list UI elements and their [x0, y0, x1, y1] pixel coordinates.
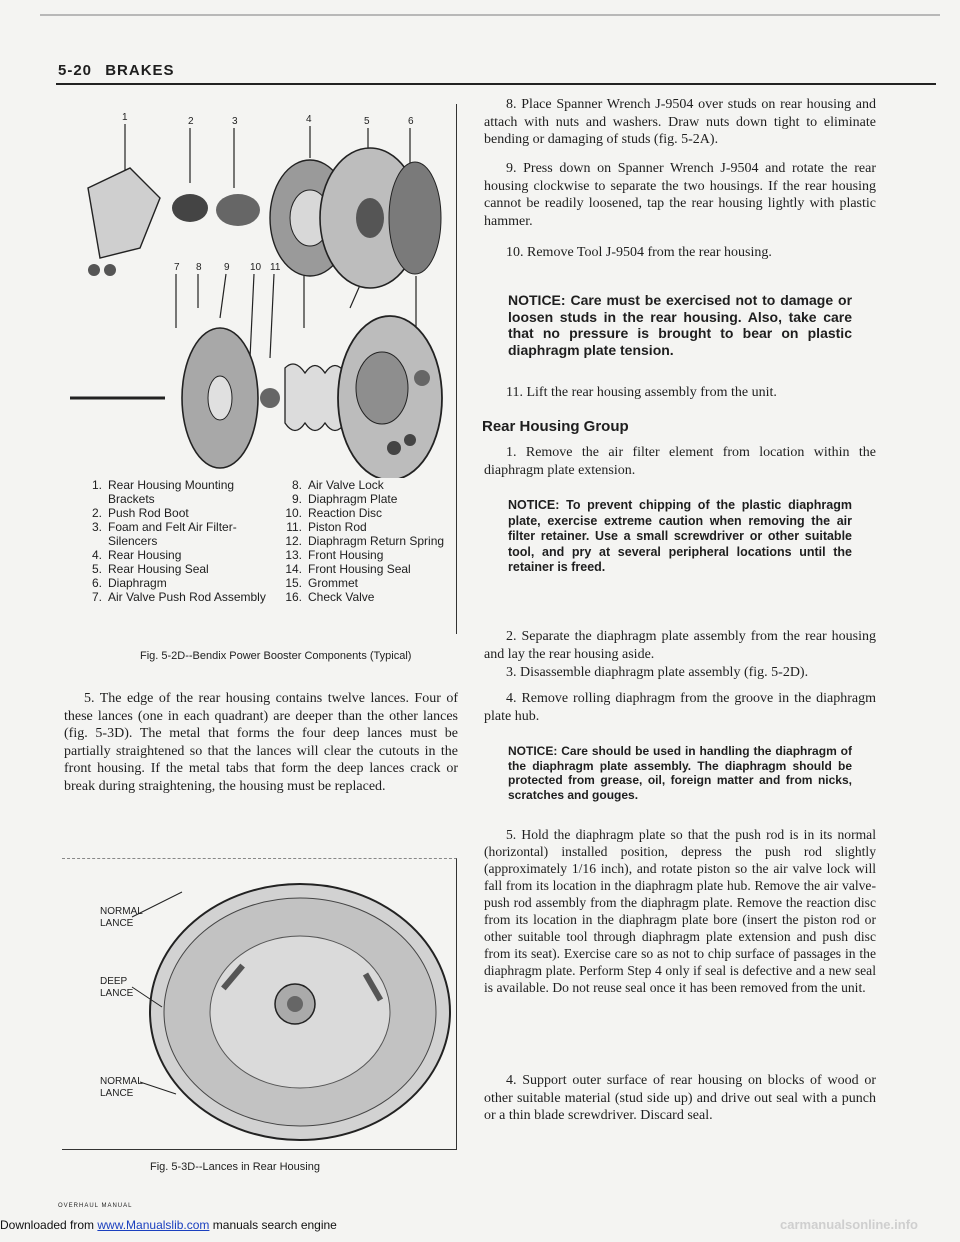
legend-number: 14. [285, 562, 302, 576]
top-rule [40, 14, 940, 16]
legend-number: 12. [285, 534, 302, 548]
legend-number: 7. [91, 590, 102, 604]
callout-4: 4 [306, 114, 312, 125]
legend-item [78, 548, 278, 562]
legend-item [78, 520, 278, 548]
legend-number: 16. [285, 590, 302, 604]
group-step-3: 3. Disassemble diaphragm plate assembly (fig. 5-2D). [506, 665, 809, 680]
legend-number: 5. [91, 562, 102, 576]
legend-item [278, 590, 456, 604]
legend-number: 8. [291, 478, 302, 492]
legend-text: Foam and Felt Air Filter-Silencers [108, 520, 237, 548]
group-step-2: 2. Separate the diaphragm plate assembly from the rear housing and lay the rear housing aside. [484, 629, 876, 662]
seal-step-4: 4. Support outer surface of rear housing on blocks of wood or other suitable material (stud side up) and drive out seal with a punch or a thin blade screwdriver. Discard seal. [484, 1073, 876, 1123]
legend-text: Reaction Disc [308, 506, 383, 520]
notice-label: NOTICE: [508, 744, 558, 758]
legend-text: Diaphragm Return Spring [308, 534, 445, 548]
legend-text: Front Housing Seal [308, 562, 411, 576]
legend-column-1 [78, 478, 278, 604]
page-header [58, 62, 175, 79]
legend-text: Diaphragm [108, 576, 167, 590]
notice-text: To prevent chipping of the plastic diaphragm plate, exercise extreme caution when removing the air filter retainer. Use a small screwdriver or other suitable tool, and pry at several peripheral locations until the retainer is freed. [508, 498, 852, 574]
figure-caption: Fig. 5-2D--Bendix Power Booster Components (Typical) [140, 650, 412, 662]
legend-text: Grommet [308, 576, 359, 590]
legend-item [278, 506, 456, 520]
legend-text: Front Housing [308, 548, 384, 562]
section-title: BRAKES [105, 62, 175, 79]
legend-item [78, 590, 278, 604]
legend-text: Check Valve [308, 590, 375, 604]
body-paragraph: 5. The edge of the rear housing contains twelve lances. Four of these lances (one in each quadrant) are deeper than the other lances (fig. 5-3D). The metal that forms the four deep lances must be partially straightened so that the lances will clear the cutouts in the front housing. If the metal tabs that form the deep lances crack or break during straightening, the housing must be replaced. [64, 691, 458, 794]
legend-number: 3. [91, 520, 102, 534]
notice-diaphragm [508, 744, 852, 802]
section-subheading: Rear Housing Group [482, 418, 629, 435]
header-rule [56, 83, 936, 85]
footer-prefix: Downloaded from [0, 1218, 98, 1232]
legend-number: 6. [91, 576, 102, 590]
callout-10: 10 [250, 262, 262, 273]
lance-label: DEEP LANCE [100, 976, 134, 999]
legend-text: Rear Housing Seal [108, 562, 209, 576]
legend-number: 2. [91, 506, 102, 520]
legend-number: 10. [285, 506, 302, 520]
figure-caption: Fig. 5-3D--Lances in Rear Housing [150, 1161, 320, 1173]
callout-6: 6 [408, 116, 414, 127]
callout-1: 1 [122, 112, 128, 123]
notice-label: NOTICE: [508, 498, 560, 512]
legend-item [78, 478, 278, 506]
booster-exploded-drawing [70, 108, 450, 478]
notice-studs [508, 292, 852, 358]
legend-text: Rear Housing [108, 548, 182, 562]
legend-number: 9. [291, 492, 302, 506]
notice-text: Care must be exercised not to damage or loosen studs in the rear housing. Also, take care that no pressure is brought to bear on plastic diaphragm plate tension. [508, 292, 853, 358]
step-8: 8. Place Spanner Wrench J-9504 over studs on rear housing and attach with nuts and washers. Draw nuts down tight to eliminate bending or damaging of studs (fig. 5-2A). [484, 97, 876, 147]
legend-text: Rear Housing Mounting Brackets [108, 478, 235, 506]
legend-number: 15. [285, 576, 302, 590]
legend-text: Piston Rod [308, 520, 367, 534]
page-number: 5-20 [58, 62, 93, 79]
step-11: 11. Lift the rear housing assembly from the unit. [506, 385, 777, 400]
watermark: carmanualsonline.info [780, 1217, 918, 1232]
callout-3: 3 [232, 116, 238, 127]
legend-item [78, 562, 278, 576]
step-10: 10. Remove Tool J-9504 from the rear housing. [506, 245, 772, 260]
lance-label: NORMAL LANCE [100, 906, 143, 929]
legend-item [78, 576, 278, 590]
legend-text: Diaphragm Plate [308, 492, 398, 506]
step-9: 9. Press down on Spanner Wrench J-9504 and rotate the rear housing clockwise to separate the two housings. If the rear housing cannot be readily loosened, tap the rear housing lightly with plastic hammer. [484, 161, 876, 229]
callout-7: 7 [174, 262, 180, 273]
group-step-4: 4. Remove rolling diaphragm from the groove in the diaphragm plate hub. [484, 691, 876, 724]
rear-housing-lances-drawing [70, 862, 454, 1144]
group-step-5: 5. Hold the diaphragm plate so that the push rod is in its normal (horizontal) installed position, depress the push rod slightly (approximately 1/16 inch), and rotate piston so the air valve lock will fall from its location in the diaphragm plate hub. Remove the air valve-push rod assembly from the diaphragm plate. Remove the reaction disc from its location in the diaphragm plate bore (insert the piston rod or other suitable tool through diaphragm plate extension and push disc from its seat). Exercise care so as not to chip surface of passages in the diaphragm plate. Perform Step 4 only if seal is defective and a new seal is available. Do not reuse seal once it has been removed from the unit. [484, 827, 876, 995]
legend-number: 4. [91, 548, 102, 562]
legend-text: Air Valve Lock [308, 478, 384, 492]
legend-item [78, 506, 278, 520]
legend-number: 1. [91, 478, 102, 492]
lance-label: NORMAL LANCE [100, 1076, 143, 1099]
notice-label: NOTICE: [508, 292, 566, 308]
download-footer [0, 1218, 337, 1232]
legend-item [278, 520, 456, 534]
legend-text: Air Valve Push Rod Assembly [108, 590, 266, 604]
legend-item [278, 492, 456, 506]
legend-item [278, 562, 456, 576]
callout-9: 9 [224, 262, 230, 273]
legend-number: 11. [286, 520, 302, 534]
legend-item [278, 534, 456, 548]
callout-5: 5 [364, 116, 370, 127]
callout-2: 2 [188, 116, 194, 127]
callout-11: 11 [270, 262, 281, 273]
legend-text: Push Rod Boot [108, 506, 189, 520]
notice-retainer [508, 498, 852, 576]
manualslib-link[interactable]: www.Manualslib.com [97, 1218, 210, 1232]
legend-item [278, 576, 456, 590]
footer-suffix: manuals search engine [209, 1218, 337, 1232]
manual-label: OVERHAUL MANUAL [58, 1203, 133, 1209]
legend-item [278, 548, 456, 562]
notice-text: Care should be used in handling the diaphragm of the diaphragm plate assembly. The diaphragm should be protected from grease, oil, foreign matter and from nicks, scratches and gouges. [508, 744, 852, 802]
legend-number: 13. [285, 548, 302, 562]
legend-column-2 [278, 478, 456, 604]
legend-item [278, 478, 456, 492]
group-step-1: 1. Remove the air filter element from location within the diaphragm plate extension. [484, 445, 876, 478]
callout-8: 8 [196, 262, 202, 273]
